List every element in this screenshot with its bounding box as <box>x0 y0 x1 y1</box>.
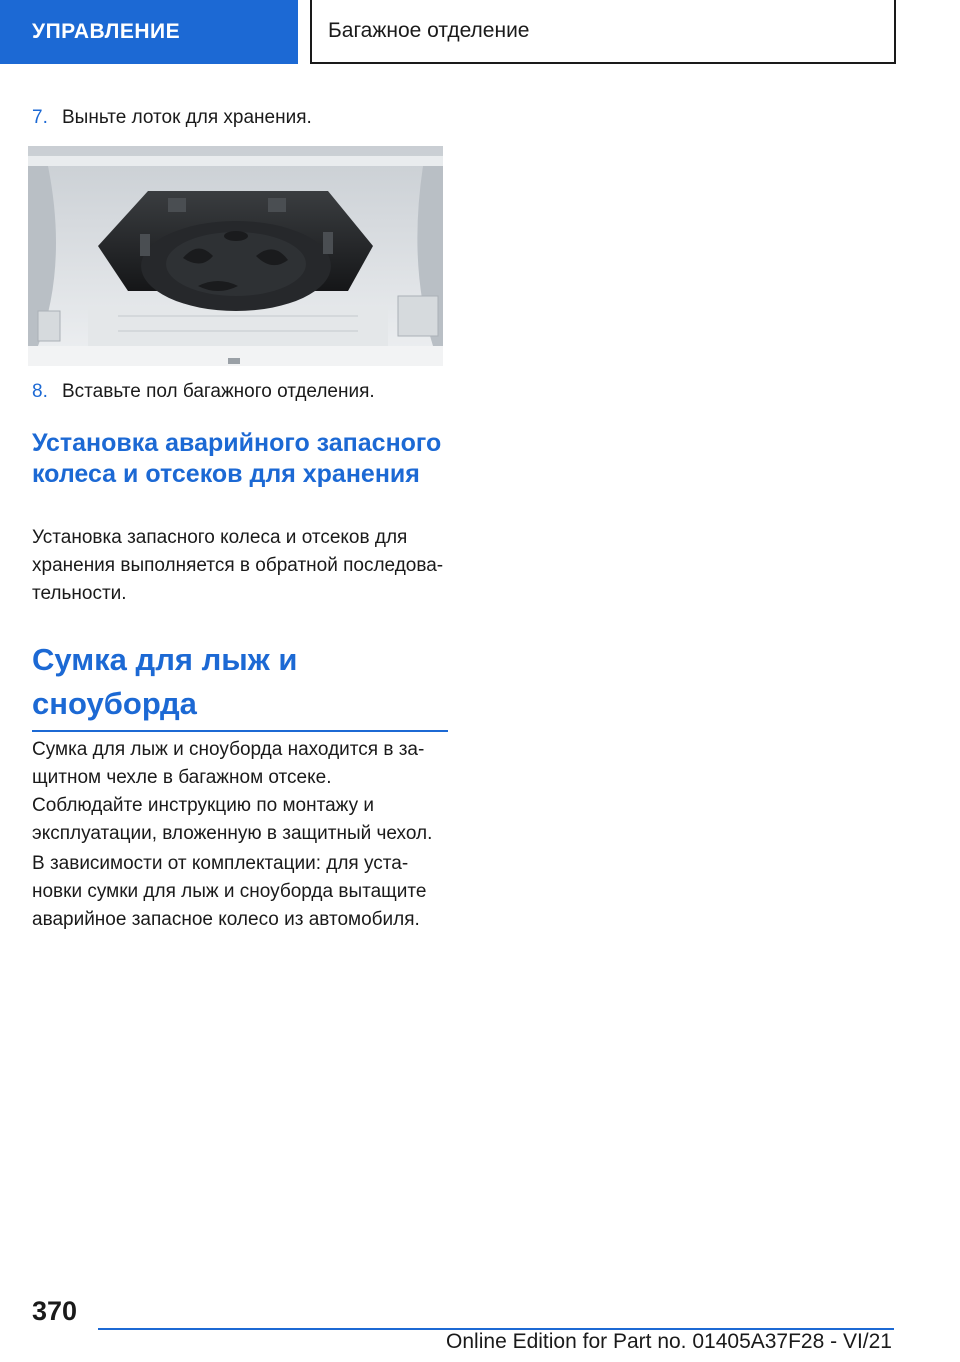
header-chapter-title: Багажное отделение <box>310 0 896 64</box>
step-8 <box>32 380 375 404</box>
step-number: 8. <box>32 381 48 402</box>
paragraph-ski-bag-location: Сумка для лыж и сноуборда находится в за-щитном чехле в багажном отсеке. <box>32 739 425 788</box>
header-section-title: УПРАВЛЕНИЕ <box>0 0 298 64</box>
step-text: Выньте лоток для хранения. <box>62 107 312 128</box>
page-number: 370 <box>32 1296 78 1326</box>
heading-ski-bag: Сумка для лыж и сноуборда <box>32 638 448 732</box>
paragraph-ski-bag-instructions: Соблюдайте инструкцию по монтажу и эксплуатации, вложенную в защитный чехол. <box>32 795 433 844</box>
step-text: Вставьте пол багажного отделения. <box>62 381 375 402</box>
step-7 <box>32 106 312 130</box>
step-number: 7. <box>32 107 48 128</box>
heading-spare-wheel-install: Установка аварийного запасного колеса и отсеков для хранения <box>32 429 442 488</box>
paragraph-spare-wheel-install: Установка запасного колеса и отсеков для хранения выполняется в обратной последова-тельности. <box>32 527 444 604</box>
trunk-photo <box>28 146 443 366</box>
paragraph-ski-bag-equipment: В зависимости от комплектации: для уста-новки сумки для лыж и сноуборда вытащите аварийное запасное колесо из автомобиля. <box>32 853 427 930</box>
footer-edition: Online Edition for Part no. 01405A37F28 - VI/21 <box>446 1330 892 1353</box>
trunk-storage-illustration <box>28 146 443 366</box>
